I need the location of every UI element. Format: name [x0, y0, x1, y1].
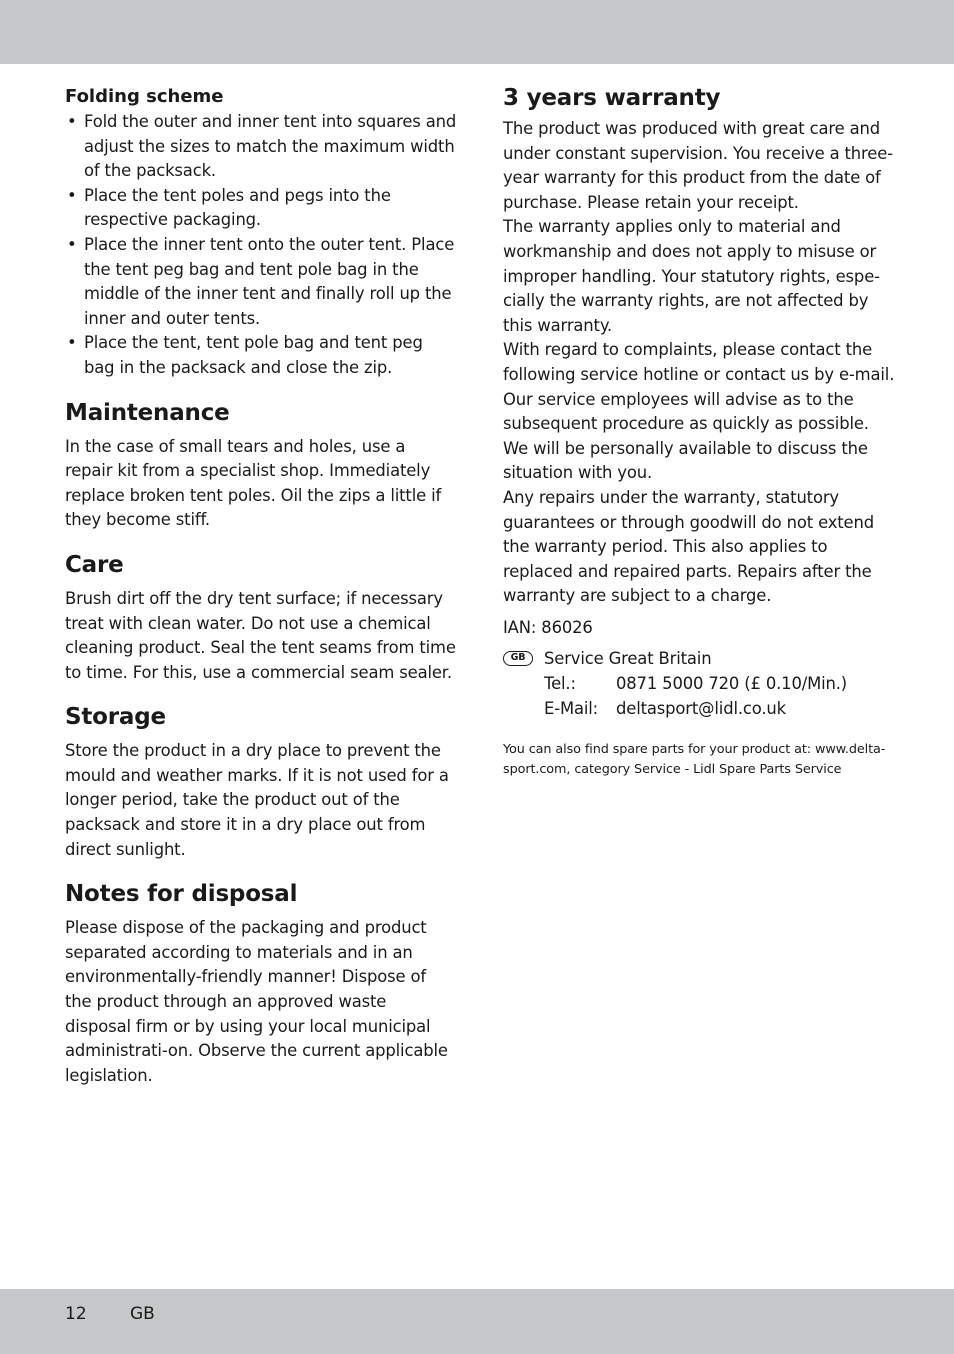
- gb-country-badge: GB: [503, 651, 533, 666]
- service-title: Service Great Britain: [544, 649, 712, 669]
- care-section: [65, 550, 457, 685]
- email-value: deltasport@lidl.co.uk: [616, 698, 787, 718]
- warranty-heading: 3 years warranty: [503, 85, 721, 111]
- warranty-paragraph: With regard to complaints, please contact the following service hotline or contact us by e-mail. Our service employees will advise as to the subsequent procedure as quickly as possible. We will be personally available to discuss the situation with you.: [503, 340, 895, 483]
- maintenance-text: In the case of small tears and holes, use a repair kit from a specialist shop. Immediately replace broken tent poles. Oil the zips a little if they become stiff.: [65, 436, 442, 530]
- storage-section: [65, 702, 457, 862]
- tel-value: 0871 5000 720 (£ 0.10/Min.): [616, 674, 848, 694]
- page-number: 12: [65, 1304, 87, 1324]
- language-code: GB: [130, 1304, 155, 1324]
- disposal-text: Please dispose of the packaging and product separated according to materials and in an environmentally-friendly manner! Dispose of the product through an approved waste disposal firm or by using your local municipal administrati-on. Observe the current applicable legislation.: [65, 918, 448, 1085]
- folding-scheme-heading: Folding scheme: [65, 86, 224, 107]
- list-item: • Fold the outer and inner tent into squares and adjust the sizes to match the maximum width of the packsack.: [65, 110, 457, 184]
- list-item: • Place the tent, tent pole bag and tent peg bag in the packsack and close the zip.: [65, 331, 457, 380]
- spare-parts-note: You can also find spare parts for your product at: www.delta-sport.com, category Service - Lidl Spare Parts Service: [503, 742, 886, 777]
- disposal-section: [65, 879, 457, 1088]
- storage-text: Store the product in a dry place to prevent the mould and weather marks. If it is not used for a longer period, take the product out of the packsack and store it in a dry place out from direct sunlight.: [65, 741, 449, 859]
- storage-heading: Storage: [65, 704, 166, 731]
- email-label: E-Mail:: [544, 698, 599, 718]
- folding-scheme-list: [65, 110, 457, 381]
- service-contact: [503, 647, 895, 721]
- email-row: [544, 697, 895, 722]
- disposal-heading: Notes for disposal: [65, 881, 298, 908]
- care-text: Brush dirt off the dry tent surface; if necessary treat with clean water. Do not use a chemical cleaning product. Seal the tent seams from time to time. For this, use a commercial seam sealer.: [65, 588, 456, 682]
- warranty-paragraph: Any repairs under the warranty, statutory guarantees or through goodwill do not extend the warranty period. This also applies to replaced and repaired parts. Repairs after the warranty are subject to a charge.: [503, 487, 874, 606]
- warranty-section: [503, 83, 895, 640]
- list-item: • Place the tent poles and pegs into the respective packaging.: [65, 184, 457, 233]
- care-heading: Care: [65, 551, 124, 578]
- warranty-paragraph: The product was produced with great care and under constant supervision. You receive a three-year warranty for this product from the date of purchase. Please retain your receipt.: [503, 119, 893, 212]
- maintenance-section: [65, 398, 457, 533]
- header-bar: [0, 0, 954, 64]
- maintenance-heading: Maintenance: [65, 399, 230, 426]
- tel-label: Tel.:: [544, 674, 576, 694]
- right-column: [503, 84, 895, 779]
- tel-row: [544, 672, 895, 697]
- list-item: • Place the inner tent onto the outer tent. Place the tent peg bag and tent pole bag in the middle of the inner tent and finally roll up the inner and outer tents.: [65, 233, 457, 331]
- left-column: [65, 84, 457, 1088]
- ian-number: IAN: 86026: [503, 617, 593, 637]
- warranty-paragraph: The warranty applies only to material and workmanship and does not apply to misuse or improper handling. Your statutory rights, espe-cially the warranty rights, are not affected by this warranty.: [503, 217, 880, 335]
- folding-scheme-section: [65, 84, 457, 381]
